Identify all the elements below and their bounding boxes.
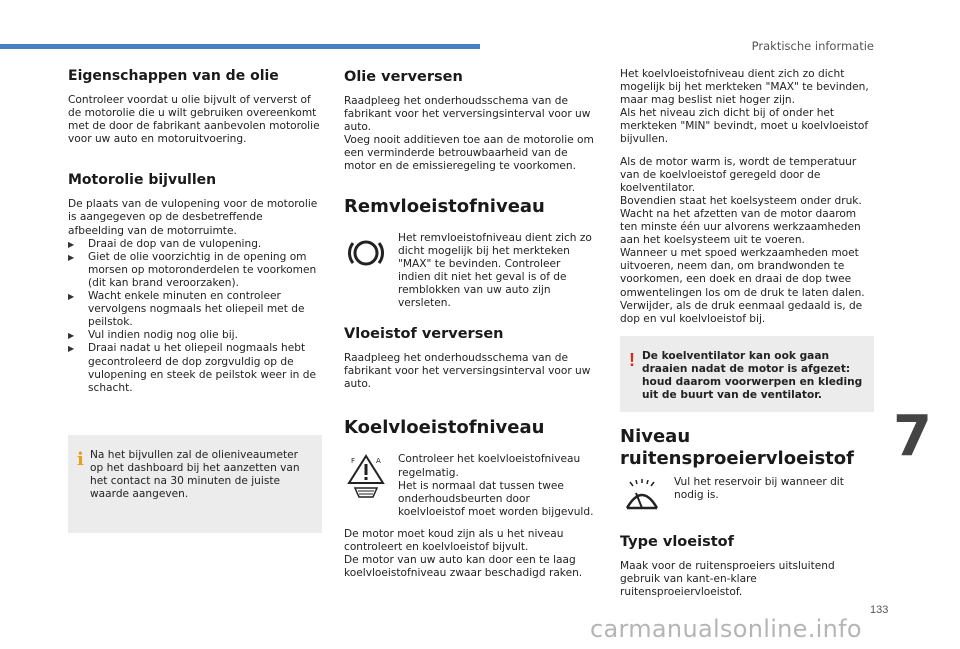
brake-fluid-block (344, 232, 596, 311)
oil-topup-steps (68, 238, 322, 395)
watermark: carmanualsonline.info (590, 615, 862, 643)
list-item: ▶ Draai de dop van de vulopening. (68, 238, 322, 251)
column-middle (344, 68, 596, 580)
oil-change-text-1: Raadpleeg het onderhoudsschema van de fabrikant voor het verversingsinterval voor uw auto. (344, 95, 591, 134)
coolant-cont-text-1: Het koelvloeistofniveau dient zich zo dicht mogelijk bij het merkteken "MAX" te bevinden, maar mag beslist niet hoger zijn. (620, 68, 869, 107)
list-item: ▶ Giet de olie voorzichtig in de opening om morsen op motoronderdelen te voorkomen (dit kan brand veroorzaken). (68, 251, 322, 290)
svg-text:F: F (351, 457, 356, 466)
heading-washer-line-2: ruitensproeiervloeistof (620, 447, 854, 469)
list-item: ▶ Draai nadat u het oliepeil nogmaals hebt gecontroleerd de dop zorgvuldig op de vulopening en steek de peilstok weer in de schacht. (68, 342, 322, 394)
heading-fluid-change: Vloeistof verversen (344, 326, 504, 343)
brake-fluid-text: Het remvloeistofniveau dient zich zo dicht mogelijk bij het merkteken "MAX" te bevinden. Controleer indien dit niet het geval is of de remblokken van uw auto zijn versleten. (398, 231, 592, 310)
fluid-type-text: Maak voor de ruitensproeiers uitsluitend gebruik van kant-en-klare ruitensproeiervloeistof. (620, 559, 835, 598)
coolant-warning-icon (344, 453, 388, 518)
warning-icon: ! (629, 349, 635, 370)
coolant-cont-text-2: Als het niveau zich dicht bij of onder het merkteken "MIN" bevindt, moet u koelvloeistof bijvullen. (620, 107, 869, 146)
coolant-text-1: Controleer het koelvloeistofniveau regelmatig. (398, 453, 581, 479)
oil-properties-text: Controleer voordat u olie bijvult of ververst of de motorolie die u wilt gebruiken overeenkomt met de door de fabrikant aanbevolen motorolie voor uw auto en motoruitvoering. (68, 94, 320, 146)
heading-oil-topup: Motorolie bijvullen (68, 172, 217, 189)
heading-brake-fluid: Remvloeistofniveau (344, 195, 545, 217)
fluid-change-text: Raadpleeg het onderhoudsschema van de fabrikant voor het verversingsinterval voor uw auto. (344, 352, 591, 391)
oil-topup-intro: De plaats van de vulopening voor de motorolie is aangegeven op de desbetreffende afbeelding van de motorruimte. (68, 198, 318, 237)
washer-text: Vul het reservoir bij wanneer dit nodig is. (674, 475, 844, 501)
info-note (68, 435, 322, 533)
coolant-block (344, 453, 596, 518)
heading-washer (620, 426, 874, 470)
warning-note-text: De koelventilator kan ook gaan draaien nadat de motor is afgezet: houd daarom voorwerpen en kleding uit de buurt van de ventilator. (642, 349, 863, 402)
chapter-number: 7 (893, 404, 932, 469)
coolant-text-2: Het is normaal dat tussen twee onderhoudsbeurten door koelvloeistof moet worden bijgevuld. (398, 479, 594, 518)
oil-change-text-2: Voeg nooit additieven toe aan de motorolie om een verminderde betrouwbaarheid van de motor en de emissieregeling te voorkomen. (344, 134, 594, 173)
heading-oil-properties: Eigenschappen van de olie (68, 68, 279, 84)
brake-fluid-icon (344, 232, 388, 311)
coolant-text-3: De motor moet koud zijn als u het niveau controleert en koelvloeistof bijvult. (344, 527, 564, 553)
warning-note (620, 336, 874, 412)
column-left (68, 68, 322, 533)
coolant-cont-text-5: Wanneer u met spoed werkzaamheden moet uitvoeren, neem dan, om brandwonden te voorkomen, een doek en draai de dop twee omwentelingen los om de druk te laten dalen. Verwijder, als de druk eenmaal gedaald is, de dop en vul koelvloeistof bij. (620, 247, 865, 325)
list-item: ▶ Vul indien nodig nog olie bij. (68, 329, 322, 342)
header-accent-bar (0, 44, 480, 49)
page-number: 133 (870, 604, 889, 616)
column-right (620, 68, 874, 599)
coolant-cont-text-4: Bovendien staat het koelsysteem onder druk. Wacht na het afzetten van de motor daarom ten minste één uur alvorens werkzaamheden aan het koelsysteem uit te voeren. (620, 194, 862, 247)
heading-coolant: Koelvloeistofniveau (344, 417, 545, 439)
heading-oil-change: Olie verversen (344, 69, 463, 85)
coolant-text-4: De motor van uw auto kan door een te laag koelvloeistofniveau zwaar beschadigd raken. (344, 554, 583, 580)
heading-fluid-type: Type vloeistof (620, 533, 734, 550)
coolant-cont-text-3: Als de motor warm is, wordt de temperatuur van de koelvloeistof geregeld door de koelventilator. (620, 155, 857, 194)
heading-washer-line-1: Niveau (620, 425, 691, 447)
windscreen-washer-icon (620, 476, 664, 516)
info-icon: i (77, 448, 84, 470)
washer-block (620, 476, 874, 516)
section-label: Praktische informatie (751, 39, 874, 53)
svg-text:A: A (376, 457, 381, 466)
info-note-text: Na het bijvullen zal de olieniveaumeter op het dashboard bij het aanzetten van het contact na 30 minuten de juiste waarde aangeven. (90, 448, 300, 501)
list-item: ▶ Wacht enkele minuten en controleer vervolgens nogmaals het oliepeil met de peilstok. (68, 290, 322, 329)
